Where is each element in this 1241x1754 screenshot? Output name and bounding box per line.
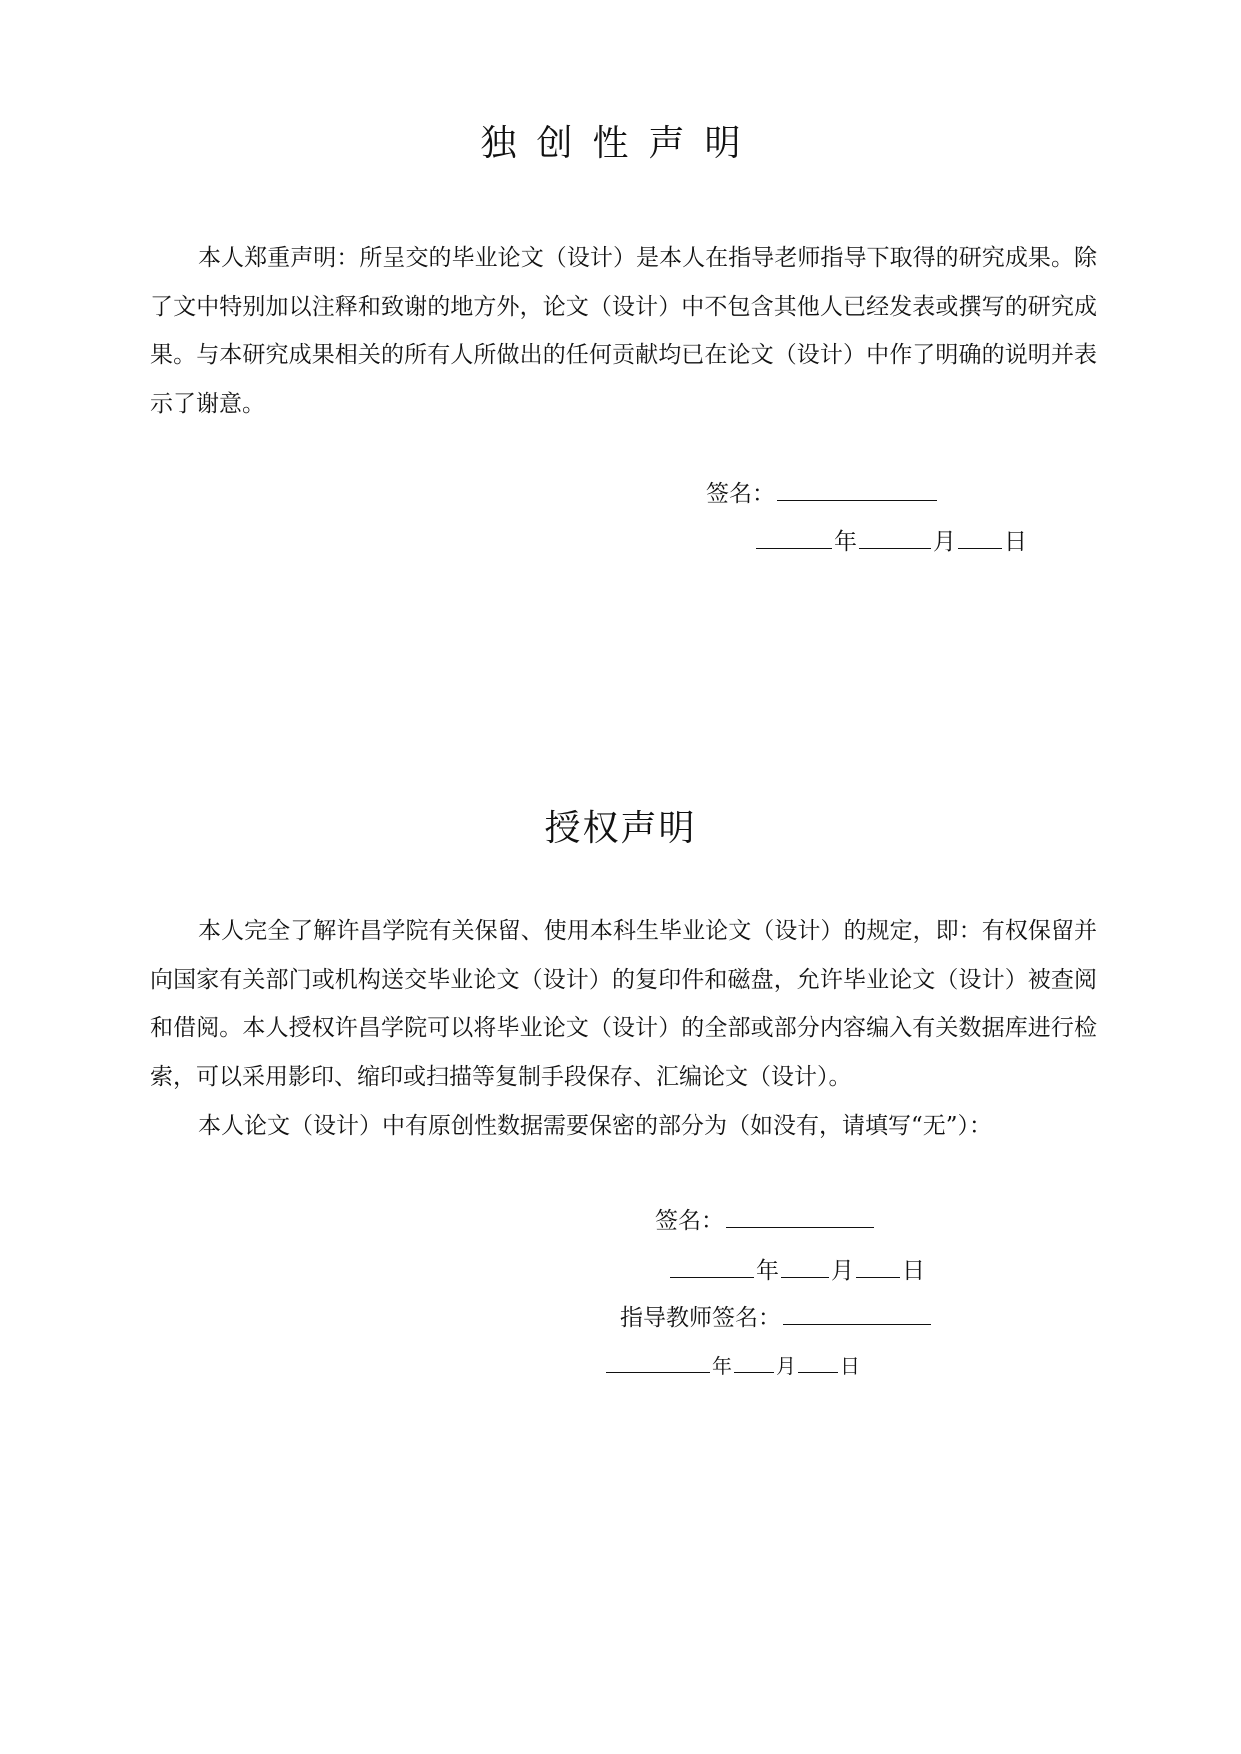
author-signature-blank[interactable] [726,1205,874,1228]
originality-date-row [754,526,1027,557]
authorization-body: 本人完全了解许昌学院有关保留、使用本科生毕业论文（设计）的规定，即：有权保留并向国家有关部门或机构送交毕业论文（设计）的复印件和磁盘，允许毕业论文（设计）被查阅和借阅。本人授权许昌学院可以将毕业论文（设计）的全部或部分内容编入有关数据库进行检索，可以采用影印、缩印或扫描等复制手段保存、汇编论文（设计）。 [150,918,1097,1090]
originality-year-label: 年 [834,529,857,555]
advisor-month-blank[interactable] [734,1350,774,1373]
originality-signature-row [706,478,939,509]
originality-month-blank[interactable] [859,526,931,549]
authorization-title: 授权声明 [544,808,697,849]
advisor-signature-label: 指导教师签名： [620,1305,781,1331]
advisor-year-label: 年 [712,1354,732,1378]
originality-title: 独创性声明 [480,123,761,164]
author-year-label: 年 [756,1258,779,1284]
author-signature-label: 签名： [655,1208,724,1234]
advisor-date-row [604,1350,860,1381]
originality-month-label: 月 [933,529,956,555]
originality-day-label: 日 [1004,529,1027,555]
author-day-blank[interactable] [856,1255,900,1278]
author-year-blank[interactable] [670,1255,754,1278]
advisor-year-blank[interactable] [606,1350,710,1373]
author-date-row [668,1255,925,1286]
advisor-signature-blank[interactable] [783,1302,931,1325]
originality-year-blank[interactable] [756,526,832,549]
author-month-blank[interactable] [781,1255,829,1278]
confidential-note: 本人论文（设计）中有原创性数据需要保密的部分为（如没有，请填写“无”）： [198,1113,993,1139]
originality-body: 本人郑重声明：所呈交的毕业论文（设计）是本人在指导老师指导下取得的研究成果。除了文中特别加以注释和致谢的地方外，论文（设计）中不包含其他人已经发表或撰写的研究成果。与本研究成果相关的所有人所做出的任何贡献均已在论文（设计）中作了明确的说明并表示了谢意。 [150,245,1097,417]
author-day-label: 日 [902,1258,925,1284]
advisor-day-label: 日 [840,1354,860,1378]
originality-signature-blank[interactable] [777,478,937,501]
advisor-month-label: 月 [776,1354,796,1378]
author-month-label: 月 [831,1258,854,1284]
originality-day-blank[interactable] [958,526,1002,549]
author-signature-row [655,1205,876,1236]
advisor-day-blank[interactable] [798,1350,838,1373]
originality-signature-label: 签名： [706,481,775,507]
advisor-signature-row [620,1302,933,1333]
